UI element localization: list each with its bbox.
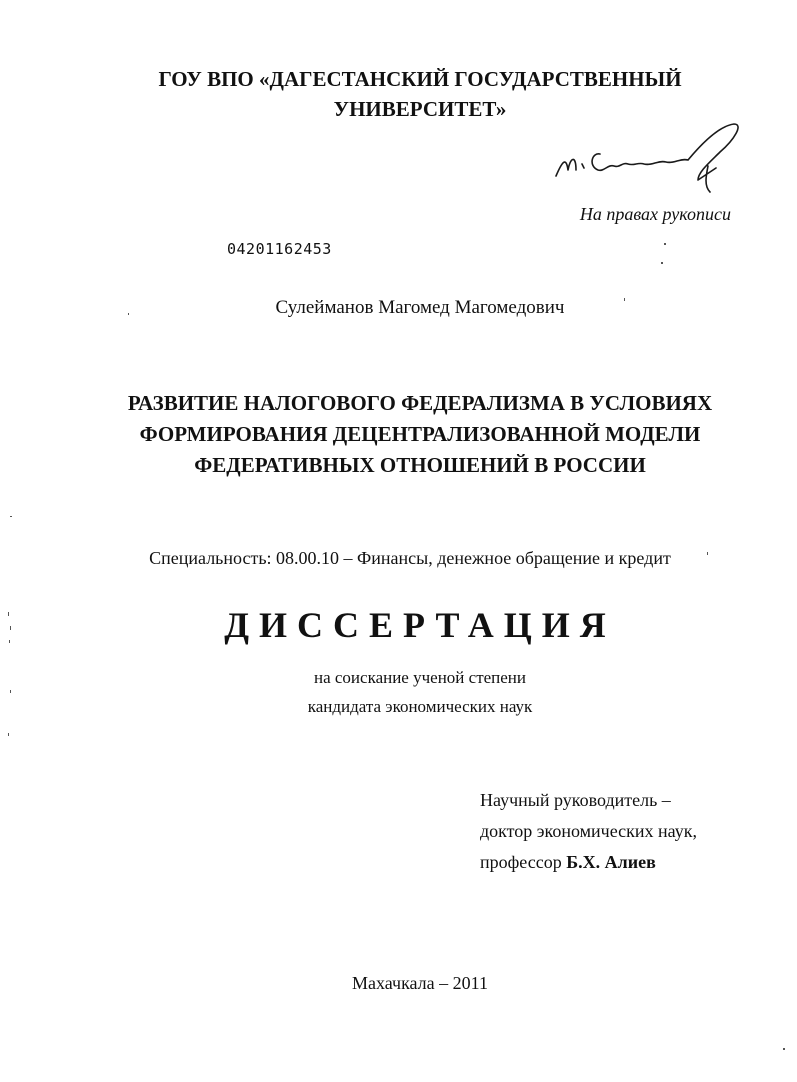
dissertation-title [80,388,760,481]
supervisor-line-2: доктор экономических наук, [480,821,697,841]
institution-line-1: ГОУ ВПО «ДАГЕСТАНСКИЙ ГОСУДАРСТВЕННЫЙ [158,67,682,91]
institution-name [100,64,740,124]
scan-speck [783,1048,785,1050]
scan-speck [624,298,625,301]
degree-line-1: на соискание ученой степени [313,668,527,687]
supervisor-block [480,785,697,878]
scan-speck [9,640,10,643]
scan-speck [128,313,129,315]
supervisor-title: профессор [480,852,567,872]
scan-speck [707,552,708,555]
rights-note: На правах рукописи [579,204,731,224]
scan-speck [664,243,666,245]
scan-speck [10,626,11,630]
specialty: Специальность: 08.00.10 – Финансы, денежное обращение и кредит [149,548,671,568]
degree-line-2: кандидата экономических наук [307,697,533,716]
document-type: ДИССЕРТАЦИЯ [224,605,616,645]
institution-line-2: УНИВЕРСИТЕТ» [333,97,507,121]
supervisor-line-3 [480,847,697,878]
scan-speck [10,690,11,693]
document-code: 04201162453 [227,240,332,258]
title-line-1: РАЗВИТИЕ НАЛОГОВОГО ФЕДЕРАЛИЗМА В УСЛОВИЯХ [127,391,713,415]
author-name: Сулейманов Магомед Магомедович [275,297,565,318]
supervisor-name: Б.Х. Алиев [566,852,656,872]
scan-speck [661,262,663,264]
scan-speck [8,733,9,736]
scan-speck [10,516,12,517]
degree-info [80,663,760,721]
city-year: Махачкала – 2011 [351,973,488,993]
scan-speck [8,612,9,616]
supervisor-line-1: Научный руководитель – [480,790,671,810]
handwritten-signature [548,118,748,198]
title-line-2: ФОРМИРОВАНИЯ ДЕЦЕНТРАЛИЗОВАННОЙ МОДЕЛИ [139,422,701,446]
title-line-3: ФЕДЕРАТИВНЫХ ОТНОШЕНИЙ В РОССИИ [194,453,646,477]
